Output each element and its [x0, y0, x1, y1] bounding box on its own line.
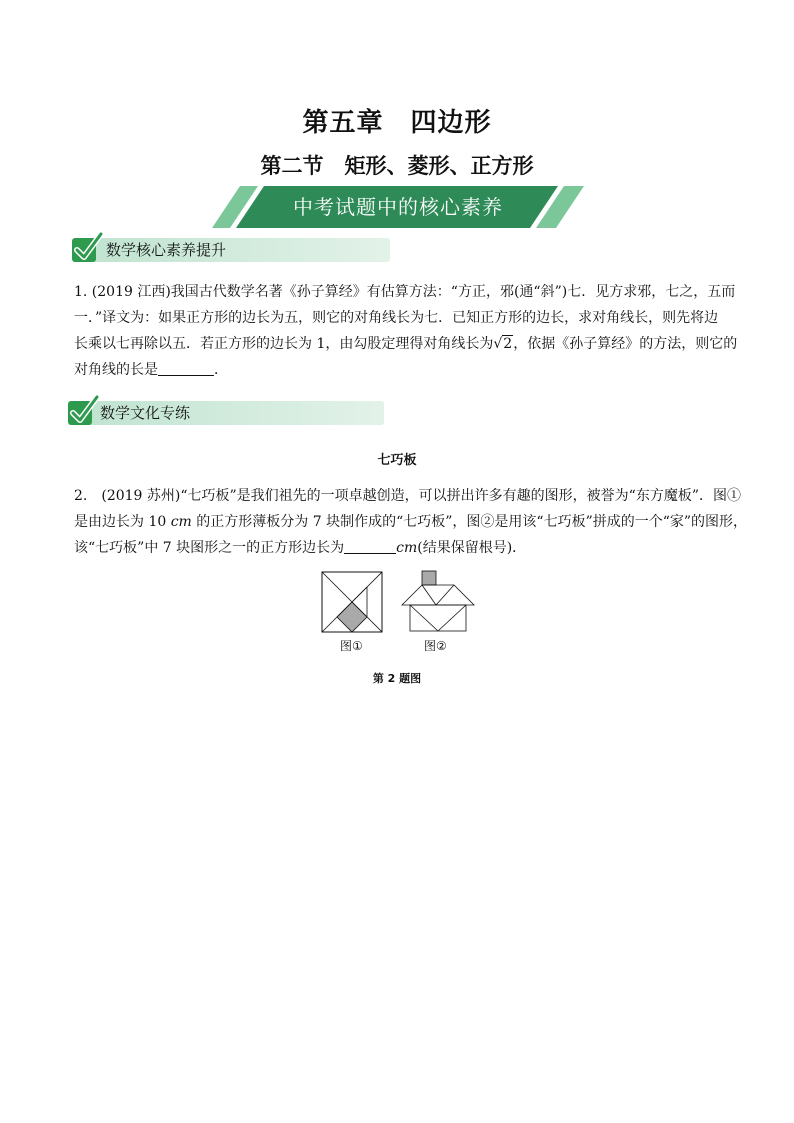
tangram-small-square: [337, 602, 367, 632]
sqrt-symbol: √: [493, 336, 503, 352]
banner-text: 中考试题中的核心素养: [293, 195, 503, 219]
figure-2-caption: 图②: [424, 639, 447, 653]
problem-2-line-3-text-a: 该“七巧板”中 7 块图形之一的正方形边长为: [74, 540, 345, 556]
figure-title: 第 2 题图: [372, 672, 422, 685]
check-icon: [66, 393, 100, 427]
problem-2-line-3-text-b: (结果保留根号)．: [417, 540, 527, 556]
problem-1-line-1: 1. (2019 江西)我国古代数学名著《孙子算经》有估算方法：“方正，邪(通“斜”)七．见方求邪，七之，五而: [74, 284, 736, 300]
problem-1-line-4-text-b: ．: [214, 362, 228, 378]
subheading-tangram: 七巧板: [377, 453, 417, 468]
problem-2-line-2-text-a: 是由边长为 10: [74, 514, 171, 530]
unit-cm: cm: [170, 514, 192, 530]
problem-2-line-2-text-b: 的正方形薄板分为 7 块制作成的“七巧板”，图②是用该“七巧板”拼成的一个“家”的图形，: [191, 514, 748, 530]
problem-2: [74, 483, 748, 561]
figure-1-caption: 图①: [340, 639, 363, 653]
answer-blank-1[interactable]: [158, 359, 214, 376]
house-roof: [402, 585, 474, 605]
house-chimney-square: [422, 571, 436, 585]
problem-2-line-1: 2. (2019 苏州)“七巧板”是我们祖先的一项卓越创造，可以拼出许多有趣的图形，被誉为“东方魔板”．图①: [74, 488, 741, 504]
problem-1-line-3-text-a: 长乘以七再除以五．若正方形的边长为 1，由勾股定理得对角线长为: [74, 336, 494, 352]
check-icon: [70, 230, 104, 264]
chapter-title: 第五章 四边形: [302, 108, 492, 138]
sqrt-value: 2: [503, 336, 513, 352]
tangram-square-figure: [322, 572, 382, 632]
problem-1-line-3-text-b: ，依据《孙子算经》的方法，则它的: [513, 336, 738, 352]
problem-2-line-3: [74, 535, 724, 561]
heading-culture: 数学文化专练: [100, 404, 191, 422]
unit-cm: cm: [396, 540, 418, 556]
problem-2-line-2: [74, 509, 748, 535]
problem-1: [74, 279, 738, 383]
answer-blank-2[interactable]: [344, 537, 396, 554]
problem-1-line-4-text-a: 对角线的长是: [74, 362, 158, 378]
problem-1-line-4: [74, 357, 724, 383]
house-body: [410, 605, 466, 631]
problem-1-line-2: 一．”译文为：如果正方形的边长为五，则它的对角线长为七．已知正方形的边长，求对角线长，则先将边: [74, 310, 719, 326]
section-title: 第二节 矩形、菱形、正方形: [260, 154, 534, 178]
problem-1-line-3: [74, 331, 738, 357]
heading-core-literacy: 数学核心素养提升: [106, 241, 227, 259]
tangram-house-figure: [402, 570, 474, 632]
